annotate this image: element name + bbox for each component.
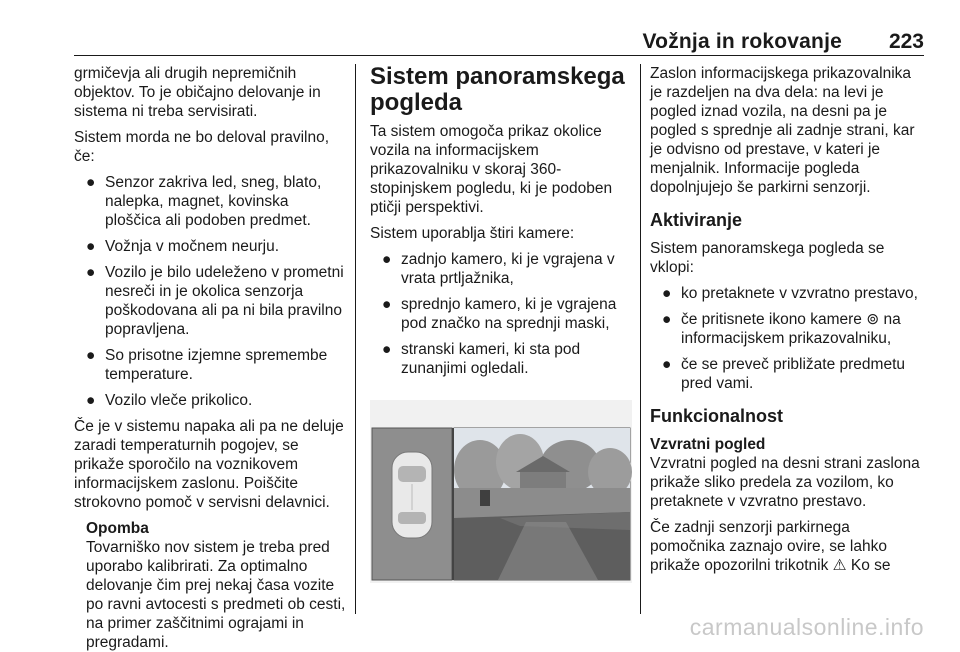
header-rule (74, 55, 924, 56)
bullet-icon: ● (382, 296, 392, 313)
page-header (0, 0, 960, 56)
paragraph: Sistem uporablja štiri kamere: (370, 225, 575, 242)
camera-icon: ⊚ (866, 311, 880, 328)
surround-view-figure (370, 400, 632, 583)
list-item: ● So prisotne izjemne spremembe temperature. (86, 347, 328, 383)
watermark: carmanualsonline.info (689, 614, 924, 640)
paragraph: Zaslon informacijskega prikazovalnika je razdeljen na dva dela: na levi je pogled iznad vozila, na desni pa je pogled s sprednje ali zadnje strani, kar je odvisno od prestave, v kateri je menjalnik. Informacije pogleda dopolnjujejo še parkirni senzorji. (650, 65, 915, 196)
list-item: ● Vožnja v močnem neurju. (86, 238, 280, 255)
list-item: ● ko pretaknete v vzvratno prestavo, (662, 285, 918, 302)
column-divider-1 (355, 64, 356, 614)
bullet-icon: ● (382, 341, 392, 358)
bullet-icon: ● (86, 347, 96, 364)
paragraph: Ta sistem omogoča prikaz okolice vozila na informacijskem prikazovalniku v skoraj 360-stopinjskem pogledu, ki je podoben ptičji perspektivi. (370, 123, 613, 216)
bullet-icon: ● (662, 311, 672, 328)
list-item: ● če se preveč približate predmetu pred vami. (662, 356, 906, 392)
column-3 (650, 64, 926, 582)
paragraph: Če je v sistemu napaka ali pa ne deluje zaradi temperaturnih pogojev, se prikaže sporočilo na voznikovem informacijskem zaslonu. Poiščite strokovno pomoč v servisni delavnici. (74, 418, 344, 511)
note-text: Tovarniško nov sistem je treba pred uporabo kalibrirati. Za optimalno delovanje čim prej nekaj časa vozite po ravni avtocesti s predmeti ob cesti, na primer zaščitnimi ograjami in pregradami. (86, 539, 346, 651)
subheading-activation: Aktiviranje (650, 210, 743, 230)
paragraph: Sistem panoramskega pogleda se vklopi: (650, 240, 885, 276)
list-item: ● stranski kameri, ki sta pod zunanjimi ogledali. (382, 341, 581, 377)
column-divider-2 (640, 64, 641, 614)
column-2 (370, 64, 634, 583)
bullet-icon: ● (86, 264, 96, 281)
column-1 (74, 64, 346, 652)
bullet-icon: ● (86, 174, 96, 191)
warning-triangle-icon: ⚠ (832, 557, 847, 574)
bullet-icon: ● (382, 251, 392, 268)
paragraph: Sistem morda ne bo deloval pravilno, če: (74, 129, 330, 165)
note-title: Opomba (86, 520, 149, 537)
subheading-function: Funkcionalnost (650, 406, 784, 426)
bullet-icon: ● (86, 392, 96, 409)
bullet-icon: ● (86, 238, 96, 255)
page-number: 223 (888, 30, 924, 53)
paragraph: Vzvratni pogled na desni strani zaslona prikaže sliko predela za vozilom, ko pretaknete v vzvratno prestavo. (650, 455, 920, 510)
subheading-reverse-view: Vzvratni pogled (650, 436, 766, 453)
paragraph: Če zadnji senzorji parkirnega pomočnika zaznajo ovire, se lahko prikaže opozorilni trikotnik ⚠ Ko se (650, 519, 891, 574)
list-item: ● če pritisnete ikono kamere ⊚ na informacijskem prikazovalniku, (662, 311, 901, 347)
list-item: ● zadnjo kamero, ki je vgrajena v vrata prtljažnika, (382, 251, 615, 287)
top-down-car-icon (392, 452, 432, 538)
bullet-icon: ● (662, 356, 672, 373)
section-heading: Sistem panoramskega pogleda (370, 63, 625, 116)
list-item: ● Vozilo vleče prikolico. (86, 392, 253, 409)
list-item: ● Senzor zakriva led, sneg, blato, nalepka, magnet, kovinska ploščica ali podoben predmet. (86, 174, 322, 229)
paragraph: grmičevja ali drugih nepremičnih objektov. To je običajno delovanje in sistema ni treba servisirati. (74, 65, 321, 120)
surround-view-screen-illustration (370, 400, 632, 583)
note-box (86, 519, 346, 652)
bullet-icon: ● (662, 285, 672, 302)
chapter-title: Vožnja in rokovanje (642, 30, 842, 53)
list-item: ● Vozilo je bilo udeleženo v prometni nesreči in je okolica senzorja poškodovana ali pa ni bila pravilno popravljena. (86, 264, 344, 338)
list-item: ● sprednjo kamero, ki je vgrajena pod značko na sprednji maski, (382, 296, 617, 332)
